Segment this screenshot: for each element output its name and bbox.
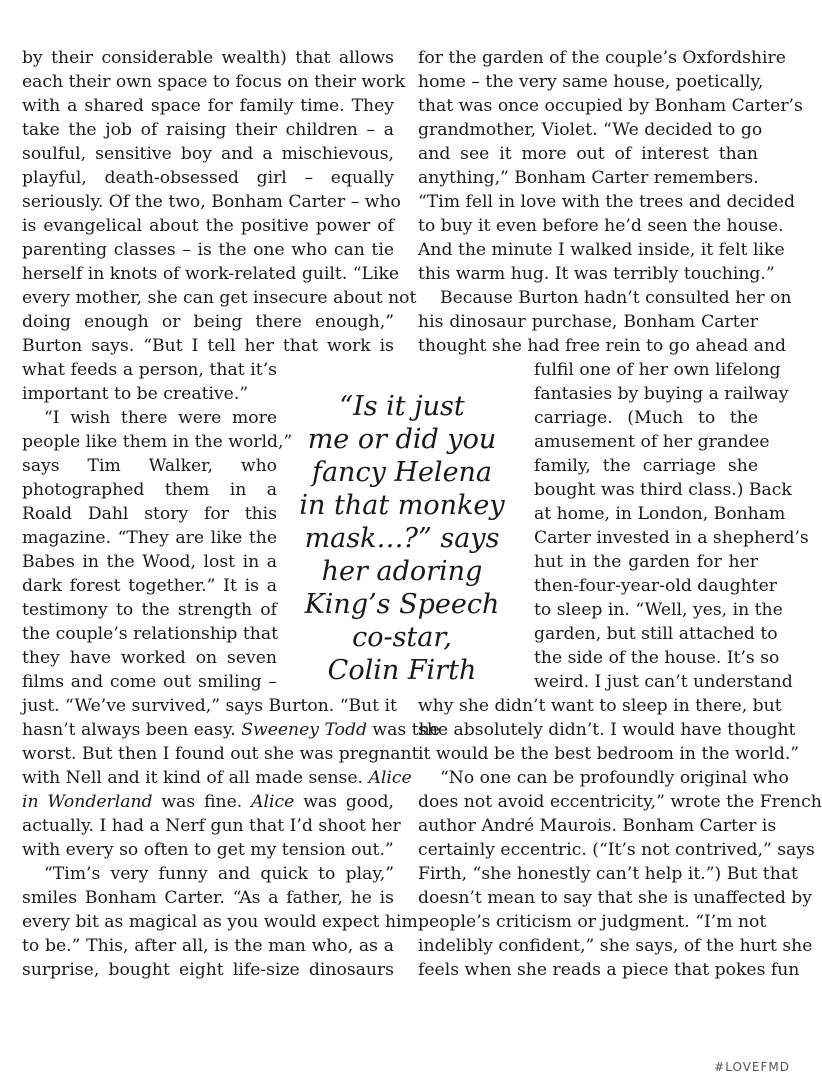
text-line: with a shared space for family time. They: [22, 96, 394, 116]
text-line: surprise, bought eight life-size dinosaurs: [22, 960, 394, 980]
watermark: #LOVEFMD: [714, 1060, 790, 1074]
text-line: family, the carriage she: [534, 456, 758, 476]
text-line: Firth, “she honestly can’t help it.”) But that: [418, 864, 798, 884]
text-line: indelibly confident,” she says, of the hurt she: [418, 936, 813, 956]
text-line: to sleep in. “Well, yes, in the: [534, 600, 783, 620]
text-line: then-four-year-old daughter: [534, 576, 777, 596]
pull-quote-line: co-star,: [352, 622, 452, 653]
text-line: this warm hug. It was terribly touching.”: [418, 264, 775, 284]
text-line: for the garden of the couple’s Oxfordshire: [418, 48, 786, 68]
text-line: herself in knots of work-related guilt. “Like: [22, 264, 400, 284]
pull-quote: [282, 390, 522, 687]
text-line: carriage. (Much to the: [534, 408, 758, 428]
text-line: parenting classes – is the one who can tie: [22, 240, 394, 260]
text-line: to buy it even before he’d seen the house.: [418, 216, 784, 236]
text-line: take the job of raising their children – a: [22, 120, 394, 140]
text-line: “Tim fell in love with the trees and decided: [418, 192, 795, 212]
text-line: every bit as magical as you would expect him: [22, 912, 418, 932]
pull-quote-line: me or did you: [307, 424, 497, 455]
text-line: Carter invested in a shepherd’s: [534, 528, 809, 548]
text-line: playful, death-obsessed girl – equally: [22, 168, 394, 188]
text-line: Burton says. “But I tell her that work is: [22, 336, 394, 356]
text-line: fulfil one of her own lifelong: [534, 360, 781, 380]
text-line: that was once occupied by Bonham Carter’s: [418, 96, 803, 116]
text-line: Roald Dahl story for this: [22, 504, 277, 524]
text-line: his dinosaur purchase, Bonham Carter: [418, 312, 758, 332]
text-line: at home, in London, Bonham: [534, 504, 786, 524]
text-line: they have worked on seven: [22, 648, 277, 668]
text-line: with Nell and it kind of all made sense. Alice: [22, 768, 412, 788]
text-line: “I wish there were more: [44, 408, 277, 428]
text-line: it would be the best bedroom in the world.”: [418, 744, 800, 764]
text-line: each their own space to focus on their work: [22, 72, 406, 92]
text-line: amusement of her grandee: [534, 432, 770, 452]
text-line: garden, but still attached to: [534, 624, 778, 644]
text-line: people like them in the world,”: [22, 432, 293, 452]
text-line: Because Burton hadn’t consulted her on: [440, 288, 792, 308]
text-line: actually. I had a Nerf gun that I’d shoot her: [22, 816, 401, 836]
text-line: soulful, sensitive boy and a mischievous,: [22, 144, 394, 164]
text-line: hut in the garden for her: [534, 552, 758, 572]
text-line: with every so often to get my tension out.”: [22, 840, 394, 860]
text-line: author André Maurois. Bonham Carter is: [418, 816, 777, 836]
text-line: hasn’t always been easy. Sweeney Todd was the: [22, 720, 440, 740]
text-line: thought she had free rein to go ahead and: [418, 336, 786, 356]
text-line: doesn’t mean to say that she is unaffected by: [418, 888, 813, 908]
pull-quote-line: “Is it just: [339, 391, 465, 422]
pull-quote-line: in that monkey: [299, 490, 505, 521]
text-line: seriously. Of the two, Bonham Carter – who: [22, 192, 401, 212]
text-line: people’s criticism or judgment. “I’m not: [418, 912, 767, 932]
text-line: just. “We’ve survived,” says Burton. “But it: [22, 696, 397, 716]
pull-quote-line: her adoring: [321, 556, 483, 587]
text-line: smiles Bonham Carter. “As a father, he is: [22, 888, 394, 908]
text-line: to be.” This, after all, is the man who, as a: [22, 936, 394, 956]
pull-quote-line: Colin Firth: [327, 655, 477, 686]
text-line: grandmother, Violet. “We decided to go: [418, 120, 763, 140]
text-line: films and come out smiling –: [22, 672, 277, 692]
text-line: “No one can be profoundly original who: [440, 768, 789, 788]
text-line: photographed them in a: [22, 480, 277, 500]
text-line: why she didn’t want to sleep in there, but: [418, 696, 782, 716]
text-line: doing enough or being there enough,”: [22, 312, 394, 332]
text-line: certainly eccentric. (“It’s not contrived,” says: [418, 840, 815, 860]
text-line: worst. But then I found out she was pregnant: [22, 744, 419, 764]
text-line: she absolutely didn’t. I would have thought: [418, 720, 796, 740]
text-line: in Wonderland was fine. Alice was good,: [22, 792, 394, 812]
text-line: anything,” Bonham Carter remembers.: [418, 168, 759, 188]
pull-quote-line: mask…?” says: [304, 523, 500, 554]
text-line: And the minute I walked inside, it felt like: [418, 240, 785, 260]
text-line: important to be creative.”: [22, 384, 249, 404]
pull-quote-line: fancy Helena: [311, 457, 493, 488]
text-line: the couple’s relationship that: [22, 624, 279, 644]
text-line: magazine. “They are like the: [22, 528, 277, 548]
text-line: Babes in the Wood, lost in a: [22, 552, 277, 572]
text-line: “Tim’s very funny and quick to play,”: [44, 864, 394, 884]
text-line: testimony to the strength of: [22, 600, 277, 620]
pull-quote-line: King’s Speech: [304, 589, 500, 620]
text-line: feels when she reads a piece that pokes fun: [418, 960, 800, 980]
text-line: and see it more out of interest than: [418, 144, 758, 164]
text-line: dark forest together.” It is a: [22, 576, 277, 596]
text-line: bought was third class.) Back: [534, 480, 792, 500]
text-line: does not avoid eccentricity,” wrote the French: [418, 792, 822, 812]
text-line: says Tim Walker, who: [22, 456, 277, 476]
text-line: the side of the house. It’s so: [534, 648, 780, 668]
text-line: by their considerable wealth) that allows: [22, 48, 394, 68]
text-line: fantasies by buying a railway: [534, 384, 789, 404]
text-line: weird. I just can’t understand: [534, 672, 793, 692]
text-line: what feeds a person, that it’s: [22, 360, 277, 380]
text-line: is evangelical about the positive power of: [22, 216, 394, 236]
text-line: every mother, she can get insecure about not: [22, 288, 417, 308]
text-line: home – the very same house, poetically,: [418, 72, 764, 92]
